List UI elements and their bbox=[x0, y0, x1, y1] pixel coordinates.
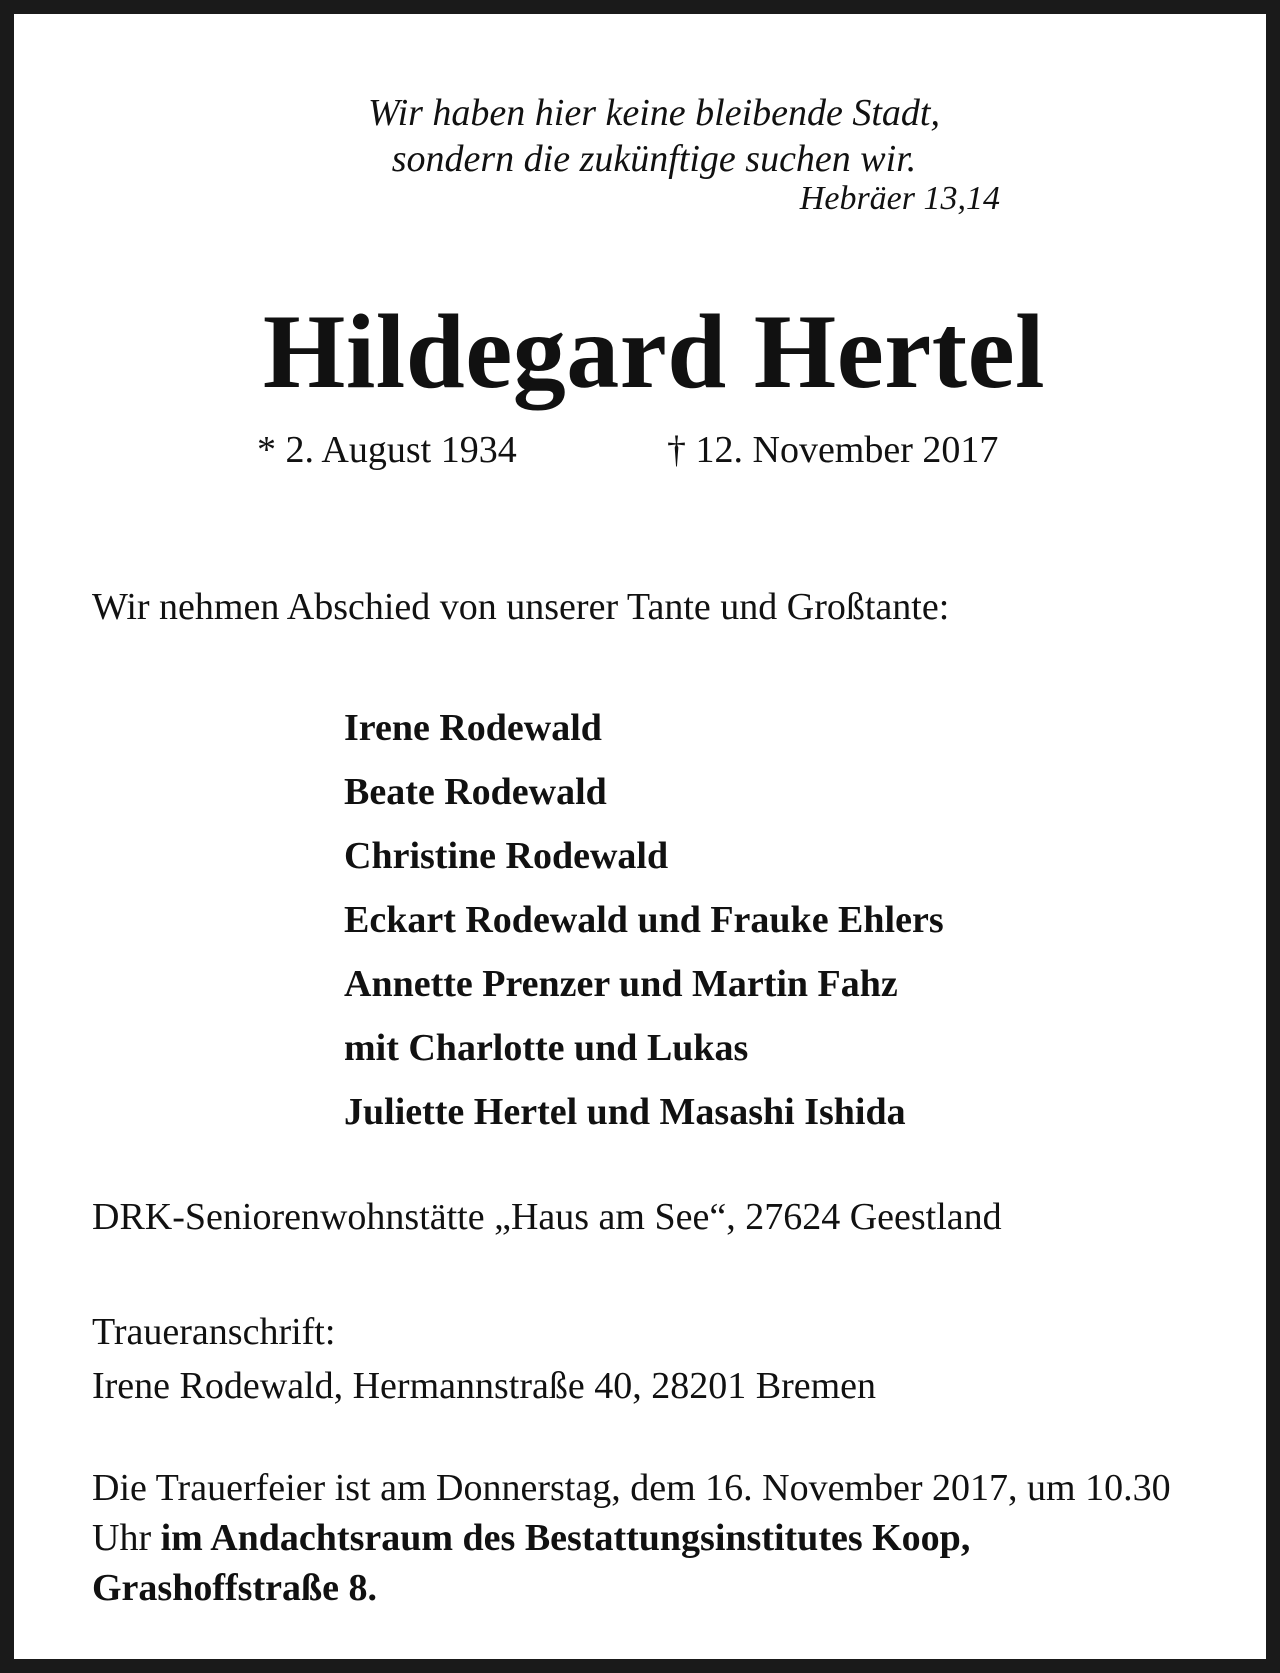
mourners-list bbox=[344, 696, 944, 1144]
service-text-regular: Die Trauerfeier ist am Donnerstag, dem 16. November 2017, um 10.30 Uhr bbox=[92, 1467, 1171, 1559]
funeral-service-info bbox=[92, 1463, 1222, 1613]
birth-date: * 2. August 1934 bbox=[257, 429, 517, 471]
mourner-item: Christine Rodewald bbox=[344, 835, 669, 877]
mourner-item: Beate Rodewald bbox=[344, 771, 607, 813]
mourner-item: Irene Rodewald bbox=[344, 707, 602, 749]
farewell-intro: Wir nehmen Abschied von unserer Tante und Großtante: bbox=[92, 586, 950, 628]
mourner-item: Eckart Rodewald und Frauke Ehlers bbox=[344, 899, 944, 941]
deceased-name: Hildegard Hertel bbox=[262, 293, 1046, 410]
quote-reference: Hebräer 13,14 bbox=[799, 180, 1000, 217]
mourning-address-value: Irene Rodewald, Hermannstraße 40, 28201 Bremen bbox=[92, 1365, 877, 1407]
mourner-item: Juliette Hertel und Masashi Ishida bbox=[344, 1091, 906, 1133]
quote-line-2: sondern die zukünftige suchen wir. bbox=[391, 138, 917, 180]
bible-quote bbox=[14, 90, 1280, 182]
mourning-address-label: Traueranschrift: bbox=[92, 1311, 336, 1353]
mourner-item: Annette Prenzer und Martin Fahz bbox=[344, 963, 898, 1005]
residence-line: DRK-Seniorenwohnstätte „Haus am See“, 27624 Geestland bbox=[92, 1196, 1002, 1238]
mourning-address bbox=[92, 1305, 876, 1413]
service-text-bold: im Andachtsraum des Bestattungsinstitutes Koop, Grashoffstraße 8. bbox=[92, 1517, 971, 1609]
mourner-item: mit Charlotte und Lukas bbox=[344, 1027, 749, 1069]
death-date: † 12. November 2017 bbox=[667, 429, 999, 471]
quote-line-1: Wir haben hier keine bleibende Stadt, bbox=[368, 92, 940, 134]
